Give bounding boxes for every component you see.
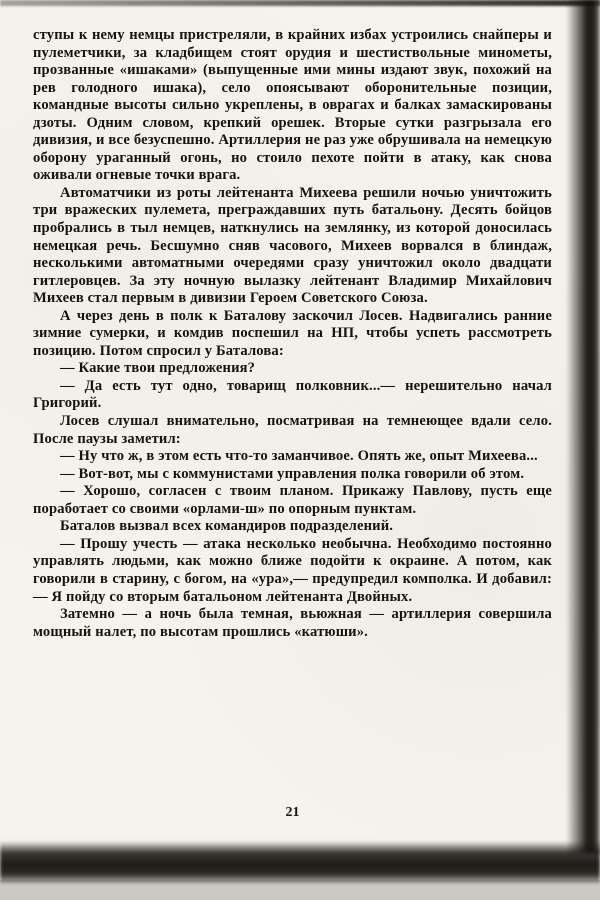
paragraph: — Вот-вот, мы с коммунистами управления полка говорили об этом. xyxy=(60,465,525,482)
scan-shadow-top xyxy=(0,0,600,6)
paragraph: — Прошу учесть — атака несколько необычна. Необходимо постоянно управлять людьми, как можно ближе подойти к окраине. А потом, как говорили в старину, с богом, на «ура»,— предупредил комполка. И добавил: — Я пойду со вторым батальоном лейтенанта Двойных. xyxy=(33,535,552,605)
paragraph: — Какие твои предложения? xyxy=(60,360,256,377)
paragraph: А через день в полк к Баталову заскочил Лосев. Надвигались ранние зимние сумерки, и комдив поспешил на НП, чтобы успеть рассмотреть позицию. Потом спросил у Баталова: xyxy=(33,307,552,359)
paragraph: — Ну что ж, в этом есть что-то заманчивое. Опять же, опыт Михеева... xyxy=(60,448,538,465)
scan-shadow-bottom xyxy=(0,841,600,883)
paragraph: — Хорошо, согласен с твоим планом. Прикажу Павлову, пусть еще поработает со своими «орлами-ш» по опорным пунктам. xyxy=(33,483,552,517)
paragraph: — Да есть тут одно, товарищ полковник...— нерешительно начал Григорий. xyxy=(33,377,552,412)
scan-shadow-right xyxy=(566,0,600,854)
paragraph: Баталов вызвал всех командиров подразделений. xyxy=(60,518,394,535)
scan-bottom-margin xyxy=(0,880,600,900)
paragraph: Лосев слушал внимательно, посматривая на темнеющее вдали село. После паузы заметил: xyxy=(33,413,552,447)
paragraph: ступы к нему немцы пристреляли, в крайних избах устроились снайперы и пулеметчики, за кладбищем стоят орудия и шестиствольные минометы, прозванные «ишаками» (выпущенные ими мины издают звук, похожий на рев голодного ишака), село опоясывают оборонительные позиции, командные высоты сильно укреплены, в оврагах и балках замаскированы дзоты. Одним словом, крепкий орешек. Вторые сутки разгрызала его дивизия, и все безуспешно. Артиллерия не раз уже обрушивала на немецкую оборону ураганный огонь, но стоило пехоте пойти в атаку, как снова оживали огневые точки врага. xyxy=(33,27,552,184)
paragraph: Автоматчики из роты лейтенанта Михеева решили ночью уничтожить три вражеских пулемета, преграждавших путь батальону. Десять бойцов пробрались в тыл немцев, наткнулись на землянку, из которой доносилась немецкая речь. Бесшумно сняв часового, Михеев ворвался в блиндаж, несколькими автоматными очередями сразу уничтожил около двадцати гитлеровцев. За эту ночную вылазку лейтенант Владимир Михайлович Михеев стал первым в дивизии Героем Советского Союза. xyxy=(33,184,552,307)
page-text xyxy=(33,27,552,641)
page-number: 21 xyxy=(285,805,300,820)
paragraph: Затемно — а ночь была темная, вьюжная — артиллерия совершила мощный налет, по высотам прошлись «катюши». xyxy=(33,606,552,640)
